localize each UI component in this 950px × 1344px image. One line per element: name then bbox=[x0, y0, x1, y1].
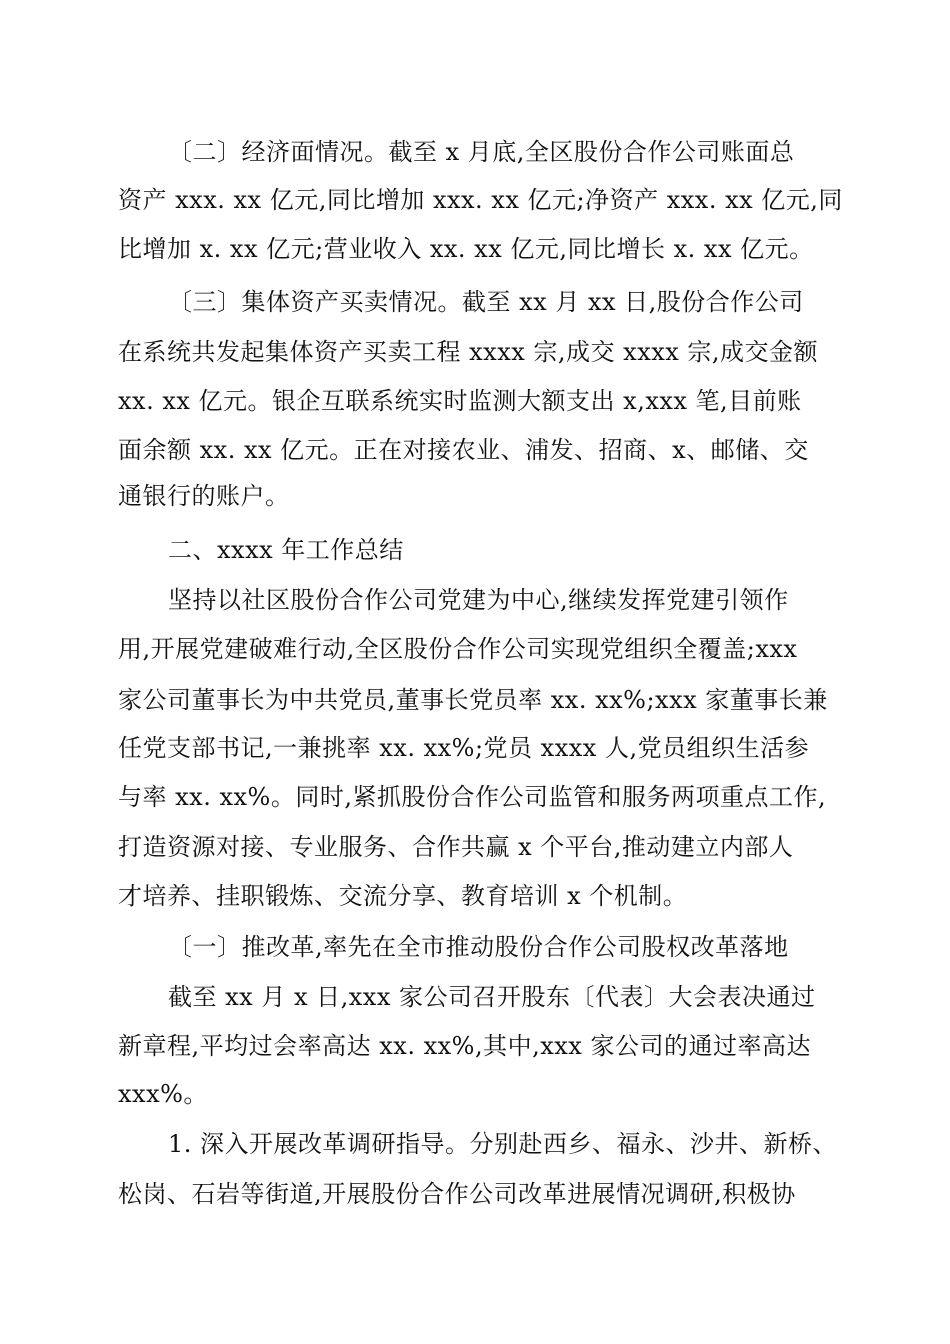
paragraph-line: 面余额 xx. xx 亿元。正在对接农业、浦发、招商、x、邮储、交 bbox=[118, 436, 809, 464]
paragraph-line: xx. xx 亿元。银企互联系统实时监测大额支出 x,xxx 笔,目前账 bbox=[118, 387, 802, 415]
paragraph-line: 任党支部书记,一兼挑率 xx. xx%;党员 xxxx 人,党员组织生活参 bbox=[118, 734, 810, 762]
paragraph-line: 截至 xx 月 x 日,xxx 家公司召开股东〔代表〕大会表决通过 bbox=[168, 983, 816, 1011]
paragraph-line: 用,开展党建破难行动,全区股份合作公司实现党组织全覆盖;xxx bbox=[118, 635, 798, 663]
paragraph-line: 坚持以社区股份合作公司党建为中心,继续发挥党建引领作 bbox=[168, 586, 789, 614]
paragraph-line: 松岗、石岩等街道,开展股份合作公司改革进展情况调研,积极协 bbox=[118, 1180, 796, 1208]
paragraph-line: 〔三〕集体资产买卖情况。截至 xx 月 xx 日,股份合作公司 bbox=[168, 288, 804, 316]
paragraph-line: 比增加 x. xx 亿元;营业收入 xx. xx 亿元,同比增长 x. xx 亿元。 bbox=[118, 235, 814, 263]
paragraph-line: 家公司董事长为中共党员,董事长党员率 xx. xx%;xxx 家董事长兼 bbox=[118, 686, 828, 714]
paragraph-line: 1. 深入开展改革调研指导。分别赴西乡、福永、沙井、新桥、 bbox=[168, 1130, 838, 1158]
paragraph-line: 在系统共发起集体资产买卖工程 xxxx 宗,成交 xxxx 宗,成交金额 bbox=[118, 338, 819, 366]
paragraph-line: 才培养、挂职锻炼、交流分享、教育培训 x 个机制。 bbox=[118, 882, 688, 910]
paragraph-line: 与率 xx. xx%。同时,紧抓股份合作公司监管和服务两项重点工作, bbox=[118, 783, 827, 811]
paragraph-line: 资产 xxx. xx 亿元,同比增加 xxx. xx 亿元;净资产 xxx. xx 亿元,同 bbox=[118, 186, 843, 214]
subsection-heading: 〔一〕推改革,率先在全市推动股份合作公司股权改革落地 bbox=[168, 933, 789, 961]
paragraph-line: 通银行的账户。 bbox=[118, 482, 290, 510]
paragraph-line: 〔二〕经济面情况。截至 x 月底,全区股份合作公司账面总 bbox=[168, 138, 795, 166]
paragraph-line: xxx%。 bbox=[118, 1080, 208, 1108]
section-heading: 二、xxxx 年工作总结 bbox=[168, 536, 404, 564]
paragraph-line: 新章程,平均过会率高达 xx. xx%,其中,xxx 家公司的通过率高达 bbox=[118, 1032, 811, 1060]
paragraph-line: 打造资源对接、专业服务、合作共赢 x 个平台,推动建立内部人 bbox=[118, 833, 794, 861]
